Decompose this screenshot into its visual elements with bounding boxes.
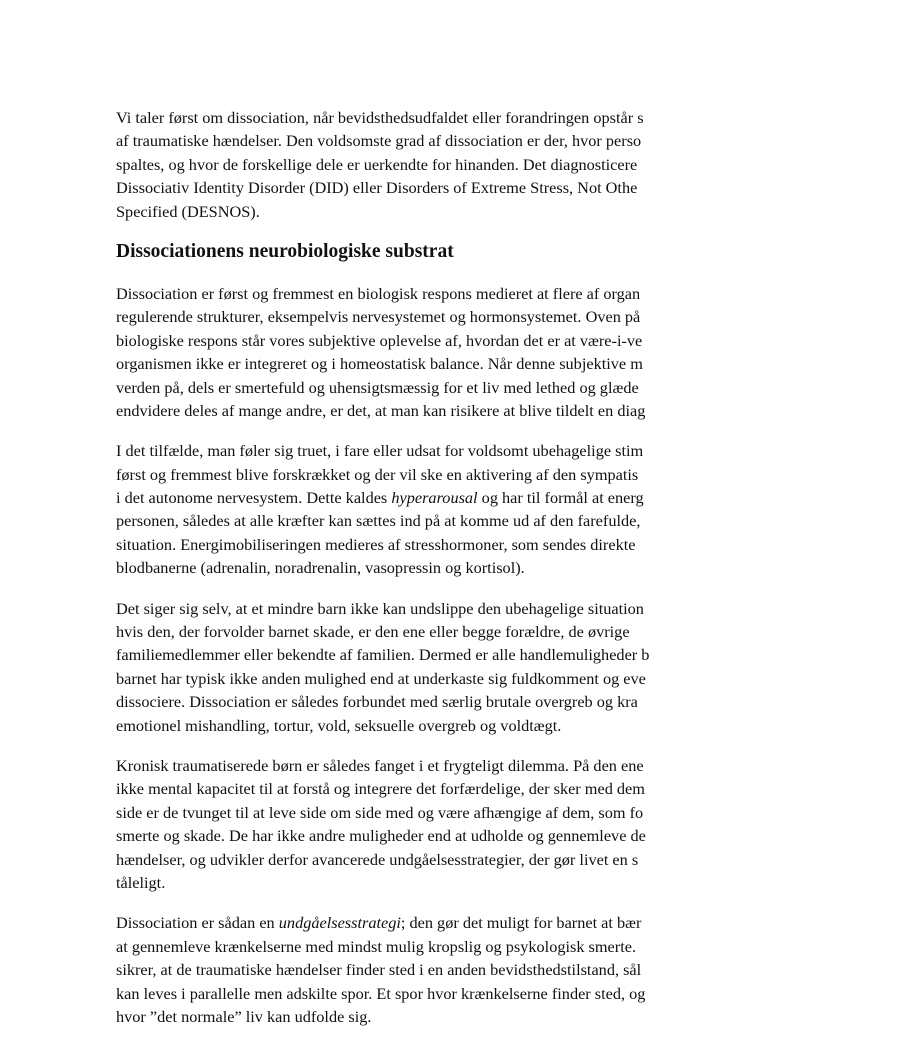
text-line: sikrer, at de traumatiske hændelser finder sted i en anden bevidsthedstilstand, sål xyxy=(116,960,642,980)
text-line: I det tilfælde, man føler sig truet, i fare eller udsat for voldsomt ubehagelige stim xyxy=(116,441,644,461)
text-line: regulerende strukturer, eksempelvis nervesystemet og hormonsystemet. Oven på xyxy=(116,307,641,327)
text-line: Vi taler først om dissociation, når bevidsthedsudfaldet eller forandringen opstår s xyxy=(116,108,644,127)
text-line xyxy=(116,486,916,509)
paragraph-avoidance-strategy xyxy=(116,911,916,1028)
text-line: tåleligt. xyxy=(116,872,166,892)
text-line: Dissociation er først og fremmest en biologisk respons medieret at flere af organ xyxy=(116,283,641,303)
text-line: hændelser, og udvikler derfor avancerede undgåelsesstrategier, der gør livet en s xyxy=(116,849,639,869)
text-line: smerte og skade. De har ikke andre muligheder end at udholde og gennemleve de xyxy=(116,826,646,846)
text-line: hvis den, der forvolder barnet skade, er den ene eller begge forældre, de øvrige xyxy=(116,622,630,642)
paragraph-child-situation xyxy=(116,597,916,737)
emphasized-term: hyperarousal xyxy=(391,488,478,508)
text-segment: og har til formål at energ xyxy=(481,488,644,508)
text-line: familiemedlemmer eller bekendte af familien. Dermed er alle handlemuligheder b xyxy=(116,645,650,665)
text-line: organismen ikke er integreret og i homeostatisk balance. Når denne subjektive m xyxy=(116,354,643,374)
text-line: blodbanerne (adrenalin, noradrenalin, vasopressin og kortisol). xyxy=(116,558,525,578)
text-line: dissociere. Dissociation er således forbundet med særlig brutale overgreb og kra xyxy=(116,692,638,712)
text-line: Dissociativ Identity Disorder (DID) eller Disorders of Extreme Stress, Not Othe xyxy=(116,178,638,198)
emphasized-term: undgåelsesstrategi xyxy=(278,913,401,933)
text-line: Kronisk traumatiserede børn er således fanget i et frygteligt dilemma. På den ene xyxy=(116,755,644,775)
paragraph-hyperarousal xyxy=(116,439,916,579)
text-line: verden på, dels er smertefuld og uhensigtsmæssig for et liv med lethed og glæde xyxy=(116,377,639,397)
section-heading: Dissociationens neurobiologiske substrat xyxy=(116,240,454,262)
text-line: først og fremmest blive forskrækket og der vil ske en aktivering af den sympatis xyxy=(116,464,639,484)
text-line: personen, således at alle kræfter kan sættes ind på at komme ud af den farefulde, xyxy=(116,511,641,531)
text-line: barnet har typisk ikke anden mulighed end at underkaste sig fuldkomment og eve xyxy=(116,668,646,688)
text-segment: ; den gør det muligt for barnet at bær xyxy=(400,913,642,933)
paragraph-did xyxy=(116,106,916,223)
text-line: emotionel mishandling, tortur, vold, seksuelle overgreb og voldtægt. xyxy=(116,715,562,735)
text-segment: Dissociation er sådan en xyxy=(116,913,275,933)
text-line: ikke mental kapacitet til at forstå og integrere det forfærdelige, der sker med dem xyxy=(116,779,645,799)
text-line: spaltes, og hvor de forskellige dele er uerkendte for hinanden. Det diagnosticere xyxy=(116,154,638,174)
text-line: Det siger sig selv, at et mindre barn ikke kan undslippe den ubehagelige situation xyxy=(116,598,644,618)
text-line xyxy=(116,911,916,934)
text-line: Specified (DESNOS). xyxy=(116,201,260,221)
text-line: side er de tvunget til at leve side om side med og være afhængige af dem, som fo xyxy=(116,802,644,822)
paragraph-dilemma xyxy=(116,754,916,894)
text-segment: i det autonome nervesystem. Dette kaldes xyxy=(116,488,388,508)
text-line: endvidere deles af mange andre, er det, at man kan risikere at blive tildelt en diag xyxy=(116,400,646,420)
text-line: biologiske respons står vores subjektive oplevelse af, hvordan det er at være-i-ve xyxy=(116,330,643,350)
document-body xyxy=(116,106,916,1045)
text-line: situation. Energimobiliseringen medieres af stresshormoner, som sendes direkte xyxy=(116,534,636,554)
paragraph-biological-response xyxy=(116,282,916,422)
text-line: kan leves i parallelle men adskilte spor. Et spor hvor krænkelserne finder sted, og xyxy=(116,983,646,1003)
text-line: hvor ”det normale” liv kan udfolde sig. xyxy=(116,1006,372,1026)
text-line: af traumatiske hændelser. Den voldsomste grad af dissociation er der, hvor perso xyxy=(116,131,642,151)
text-line: at gennemleve krænkelserne med mindst mulig kropslig og psykologisk smerte. xyxy=(116,936,637,956)
